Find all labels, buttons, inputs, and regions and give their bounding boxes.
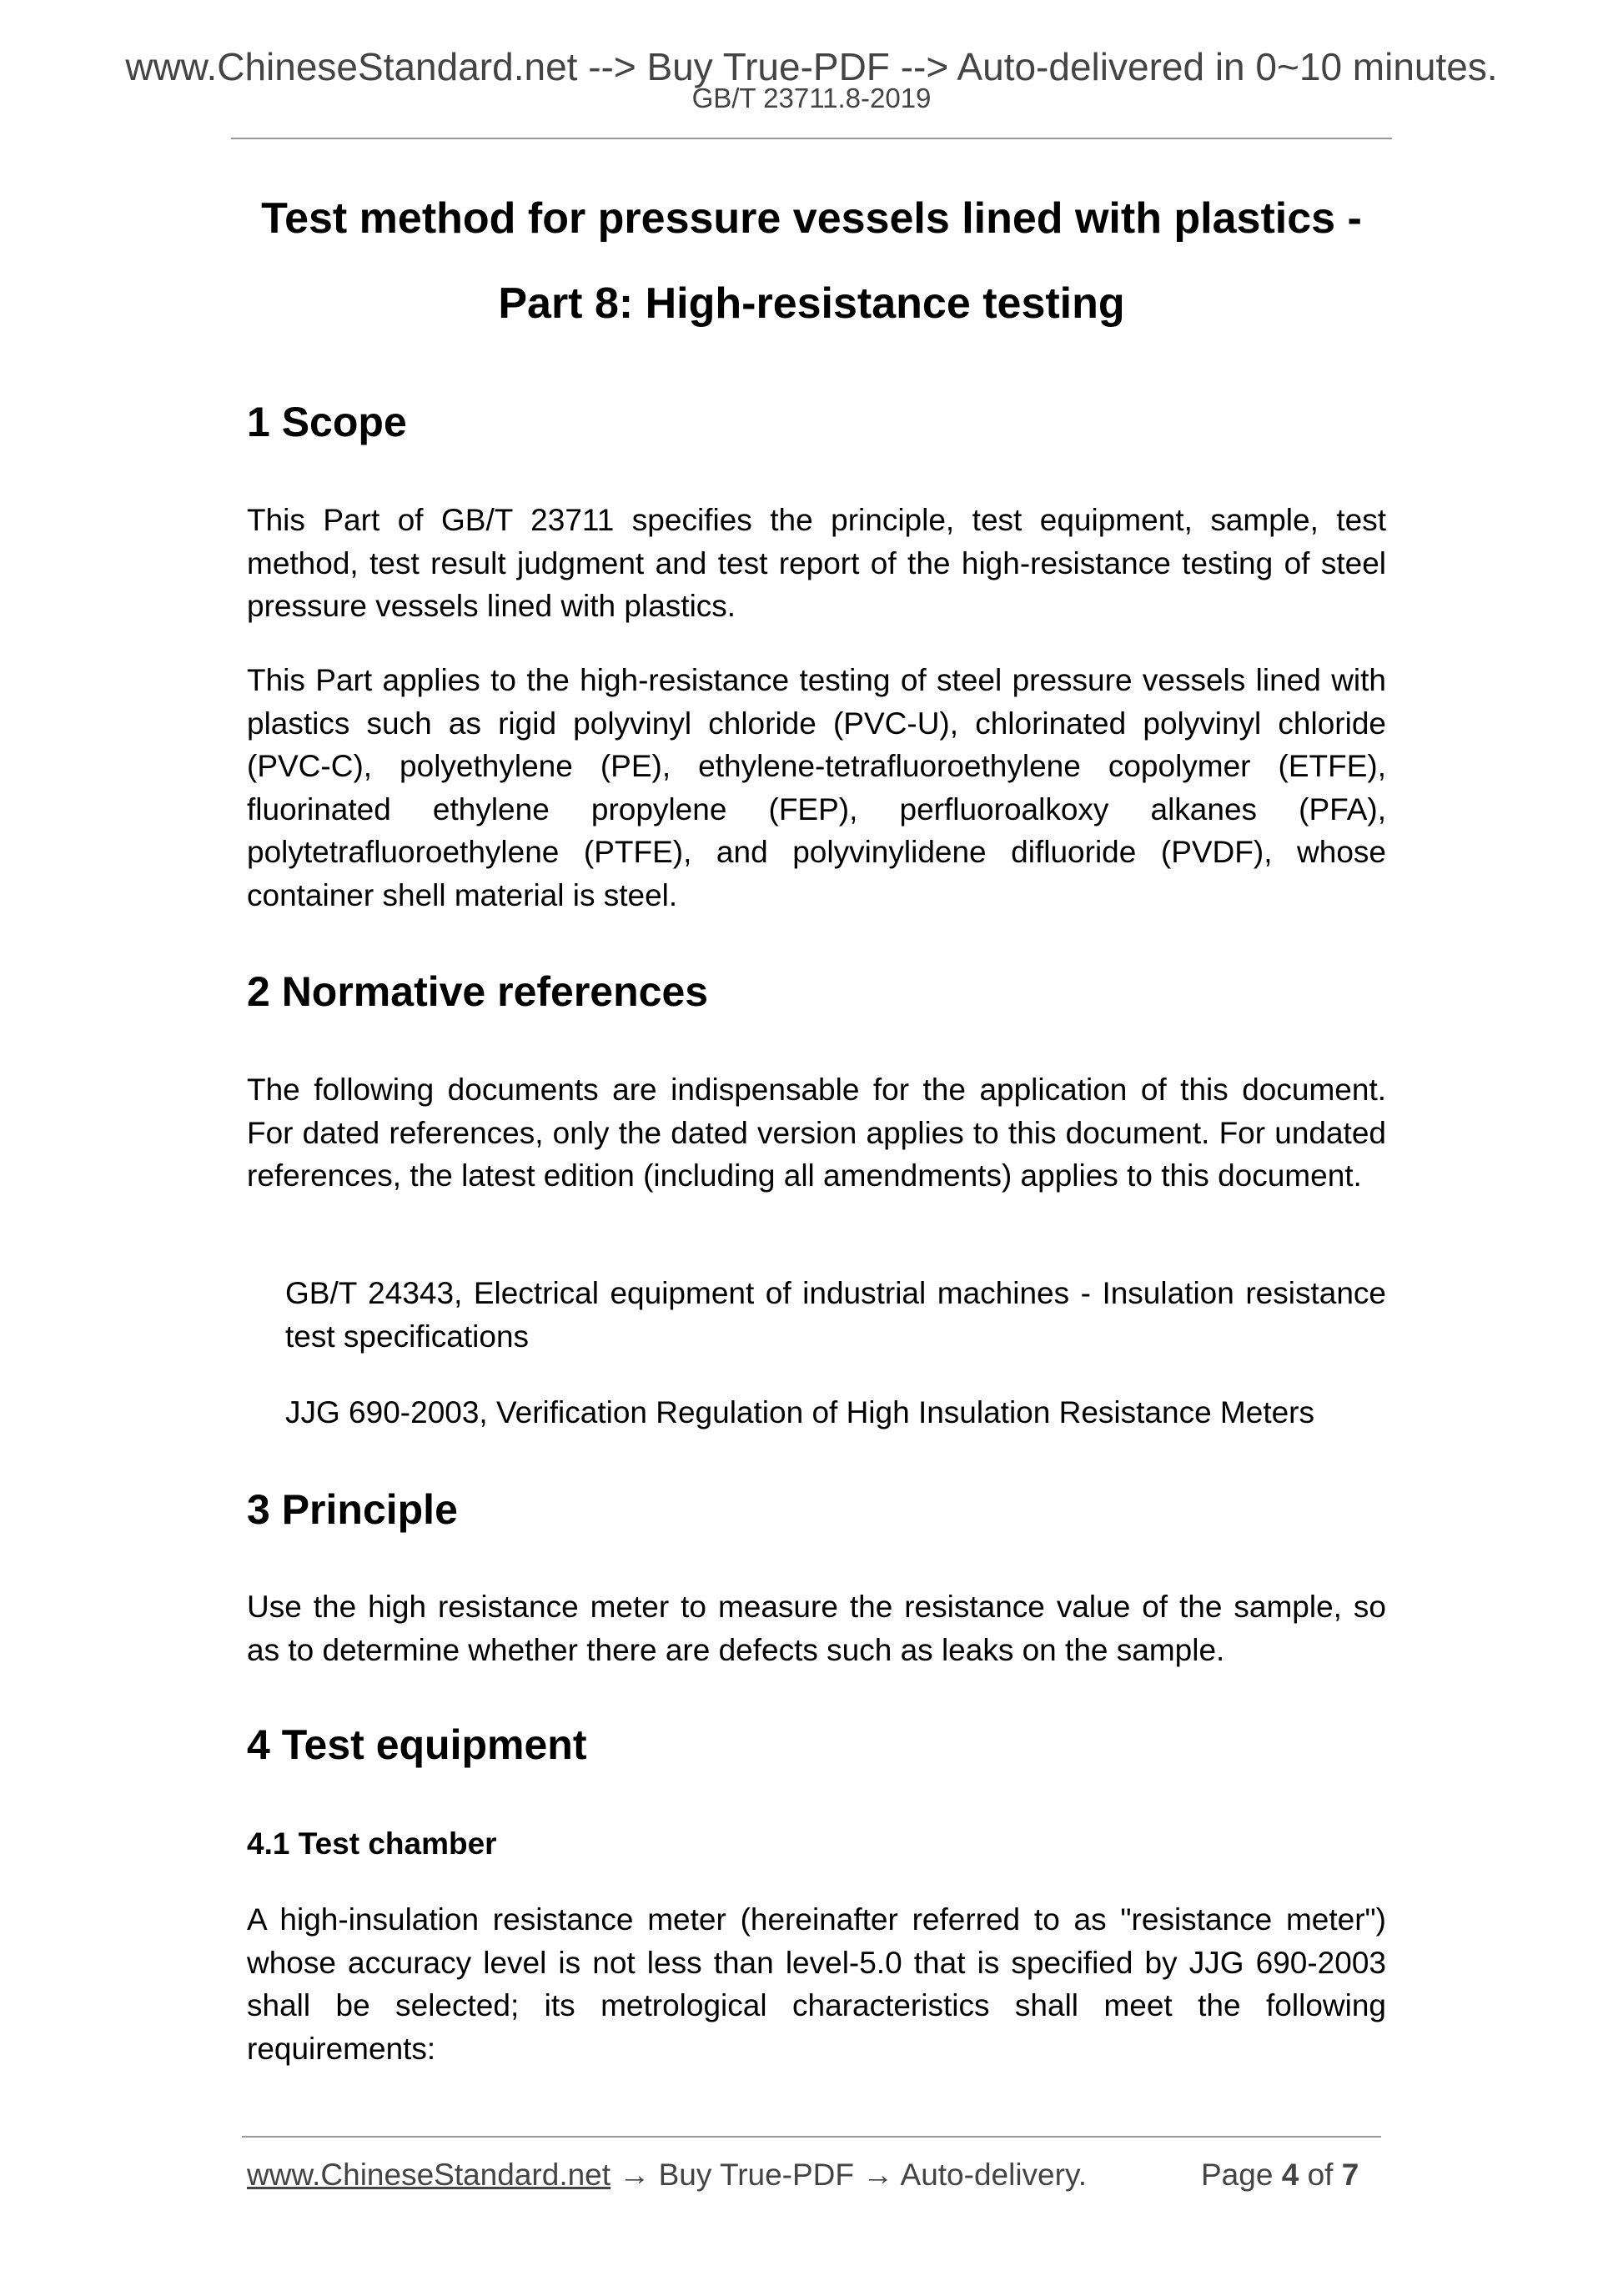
normative-reference-1: GB/T 24343, Electrical equipment of industrial machines - Insulation resistance test specifications — [285, 1276, 1386, 1354]
section-2-heading: 2 Normative references — [247, 968, 709, 1015]
section-1-paragraph-1: This Part of GB/T 23711 specifies the principle, test equipment, sample, test method, test result judgment and test report of the high-resistance testing of steel pressure vessels lined with plastics. — [247, 503, 1386, 623]
section-3-paragraph-1: Use the high resistance meter to measure the resistance value of the sample, so as to determine whether there are defects such as leaks on the sample. — [247, 1590, 1386, 1667]
page-of-label: of — [1307, 2158, 1334, 2192]
document-title-line-2: Part 8: High-resistance testing — [498, 279, 1125, 328]
footer-website-link[interactable]: www.ChineseStandard.net — [247, 2158, 611, 2192]
footer-divider — [242, 2136, 1381, 2138]
header-divider — [231, 138, 1392, 139]
section-2-paragraph-1: The following documents are indispensable for the application of this document. For dated references, only the dated version applies to this document. For undated references, the latest edition (including all amendments) applies to this document. — [247, 1073, 1386, 1193]
page-total: 7 — [1341, 2158, 1359, 2192]
subsection-4-1-heading: 4.1 Test chamber — [247, 1826, 497, 1861]
normative-reference-2: JJG 690-2003, Verification Regulation of High Insulation Resistance Meters — [285, 1395, 1315, 1429]
page-label: Page — [1201, 2158, 1274, 2192]
page-current: 4 — [1281, 2158, 1299, 2192]
page-indicator — [1201, 2156, 1359, 2194]
document-title-line-1: Test method for pressure vessels lined with plastics - — [261, 194, 1362, 243]
section-1-heading: 1 Scope — [247, 399, 407, 445]
footer-tagline: → Buy True-PDF → Auto-delivery. — [611, 2158, 1087, 2192]
section-4-heading: 4 Test equipment — [247, 1721, 587, 1768]
footer-left — [247, 2156, 1087, 2194]
section-3-heading: 3 Principle — [247, 1486, 458, 1533]
top-banner: www.ChineseStandard.net --> Buy True-PDF --> Auto-delivered in 0~10 minutes. — [125, 45, 1498, 88]
document-code: GB/T 23711.8-2019 — [691, 83, 932, 113]
subsection-4-1-paragraph-1: A high-insulation resistance meter (hereinafter referred to as "resistance meter") whose accuracy level is not less than level-5.0 that is specified by JJG 690-2003 shall be selected; its metrological characteristics shall meet the following requirements: — [247, 1902, 1386, 2066]
section-1-paragraph-2: This Part applies to the high-resistance testing of steel pressure vessels lined with plastics such as rigid polyvinyl chloride (PVC-U), chlorinated polyvinyl chloride (PVC-C), polyethylene (PE), ethylene-tetrafluoroethylene copolymer (ETFE), fluorinated ethylene propylene (FEP), perfluoroalkoxy alkanes (PFA), polytetrafluoroethylene (PTFE), and polyvinylidene difluoride (PVDF), whose container shell material is steel. — [247, 663, 1386, 912]
